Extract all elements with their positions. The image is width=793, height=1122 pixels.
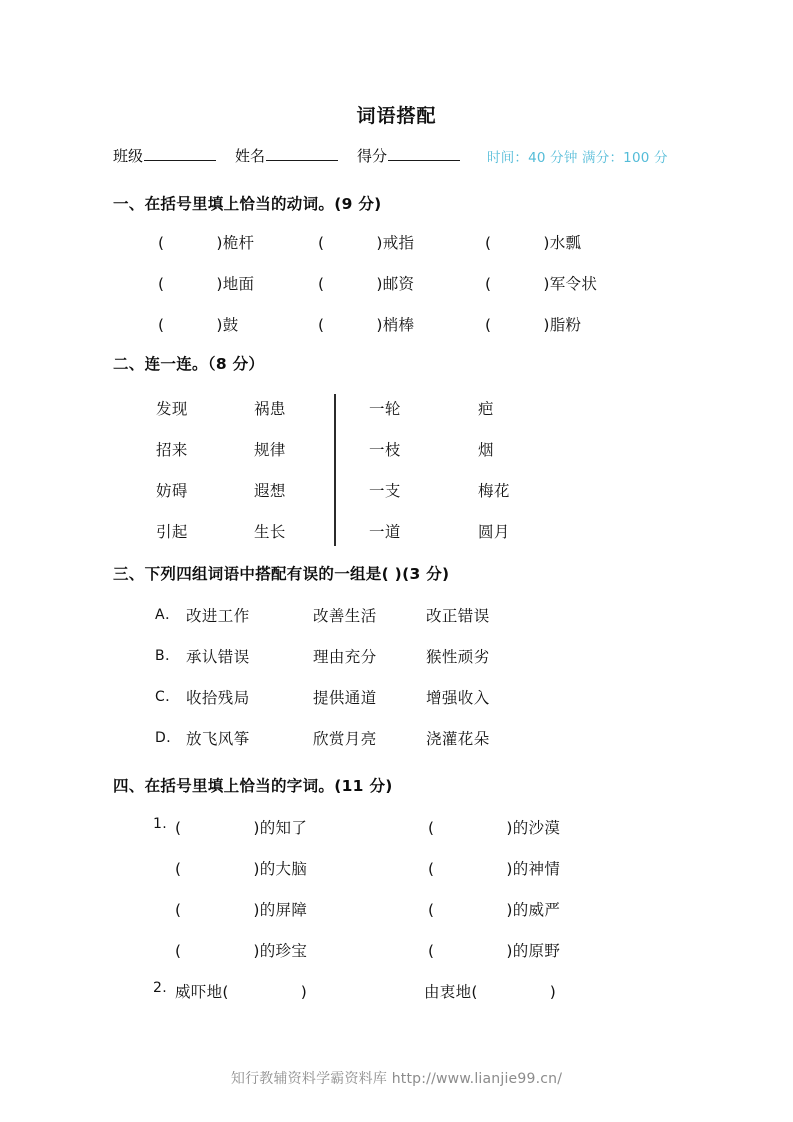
s4-r0-c0-bracket: (: [175, 819, 182, 837]
s4-r3-c0[interactable]: [175, 939, 307, 961]
s4-item2-c1[interactable]: [424, 980, 556, 1002]
s1-r2-c0-bracket-close: ): [216, 316, 223, 334]
s3-option-a-letter[interactable]: A．: [155, 607, 180, 623]
s1-r1-c0[interactable]: [158, 272, 254, 294]
s1-r2-c2-word: 脂粉: [549, 316, 582, 334]
s2-left-b-3[interactable]: 生长: [254, 523, 286, 541]
exam-meta-info: 时间：40 分钟 满分：100 分: [487, 150, 668, 166]
s4-r2-c0-bracket-close: ): [253, 901, 260, 919]
s3-b-letter-text: B: [155, 648, 166, 664]
s3-option-d-letter[interactable]: D．: [155, 730, 181, 746]
score-field: [357, 145, 462, 166]
s4-r1-c1-bracket: (: [428, 860, 435, 878]
s4-r0-c1-word: 的沙漠: [512, 819, 561, 837]
matching-divider: [334, 394, 336, 546]
score-blank-line[interactable]: [388, 145, 460, 161]
s3-option-c-letter[interactable]: C．: [155, 689, 180, 705]
s1-r1-c1-bracket-close: ): [376, 275, 383, 293]
s4-item1-number: 1.: [153, 816, 168, 832]
s4-r3-c0-bracket: (: [175, 942, 182, 960]
s2-left-b-1[interactable]: 规律: [254, 441, 286, 459]
name-field: [235, 145, 340, 166]
score-label: 得分: [357, 147, 388, 165]
page-title: 词语搭配: [356, 105, 437, 127]
section-4-heading: 四、在括号里填上恰当的字词。(11 分): [113, 777, 393, 795]
s4-r3-c0-bracket-close: ): [253, 942, 260, 960]
s4-item2-c0[interactable]: [175, 980, 307, 1002]
s2-right-b-1[interactable]: 烟: [478, 441, 494, 459]
s4-item2-c1-bracket: (: [471, 983, 478, 1001]
s4-r1-c1-bracket-close: ): [506, 860, 513, 878]
s1-r2-c1-word: 梢棒: [382, 316, 415, 334]
name-blank-line[interactable]: [266, 145, 338, 161]
s1-r0-c1-bracket-close: ): [376, 234, 383, 252]
s1-r1-c2-word: 军令状: [549, 275, 598, 293]
s2-right-a-2[interactable]: 一支: [369, 482, 401, 500]
student-info-row: [113, 145, 713, 169]
s1-r0-c1-bracket: (: [318, 234, 325, 252]
s1-r1-c1-bracket: (: [318, 275, 325, 293]
s4-r1-c0-word: 的大脑: [259, 860, 308, 878]
s1-r0-c2[interactable]: [485, 231, 581, 253]
class-blank-line[interactable]: [144, 145, 216, 161]
s3-c-letter-text: C: [155, 689, 166, 705]
s4-r3-c1-bracket: (: [428, 942, 435, 960]
s4-r1-c1[interactable]: [428, 857, 560, 879]
s4-r3-c0-word: 的珍宝: [259, 942, 308, 960]
s4-item2-c1-bracket-close: ): [549, 983, 557, 1001]
s2-right-b-0[interactable]: 疤: [478, 400, 494, 418]
s3-a-letter-text: A: [155, 607, 166, 623]
s1-r2-c2-bracket: (: [485, 316, 492, 334]
s1-r0-c0[interactable]: [158, 231, 254, 253]
s3-option-a-item-2[interactable]: 改正错误: [426, 607, 490, 625]
s1-r2-c0-word: 鼓: [222, 316, 239, 334]
s3-option-b-letter[interactable]: B．: [155, 648, 180, 664]
s3-option-a-item-0[interactable]: 改进工作: [186, 607, 250, 625]
s4-r2-c1[interactable]: [428, 898, 560, 920]
s2-right-a-3[interactable]: 一道: [369, 523, 401, 541]
s1-r0-c2-bracket-close: ): [543, 234, 550, 252]
section-2-heading: 二、连一连。（8 分）: [113, 355, 265, 373]
s1-r0-c0-word: 桅杆: [222, 234, 255, 252]
s1-r0-c2-word: 水瓢: [549, 234, 582, 252]
s4-r2-c0-bracket: (: [175, 901, 182, 919]
s4-r2-c0-word: 的屏障: [259, 901, 308, 919]
section-3-heading: 三、下列四组词语中搭配有误的一组是( )(3 分): [113, 565, 450, 583]
s2-left-b-2[interactable]: 遐想: [254, 482, 286, 500]
s1-r2-c1-bracket: (: [318, 316, 325, 334]
s1-r0-c1-word: 戒指: [382, 234, 415, 252]
s3-d-letter-text: D: [155, 730, 167, 746]
s1-r1-c2-bracket-close: ): [543, 275, 550, 293]
section-1-heading: 一、在括号里填上恰当的动词。(9 分): [113, 195, 382, 213]
s1-r2-c2-bracket-close: ): [543, 316, 550, 334]
s3-option-c-item-0[interactable]: 收拾残局: [186, 689, 250, 707]
s3-option-b-item-2[interactable]: 猴性顽劣: [426, 648, 490, 666]
s4-r0-c1-bracket-close: ): [506, 819, 513, 837]
s4-r0-c0[interactable]: [175, 816, 307, 838]
s1-r0-c0-bracket: (: [158, 234, 165, 252]
s1-r2-c1[interactable]: [318, 313, 414, 335]
s1-r1-c0-bracket: (: [158, 275, 165, 293]
s4-r2-c1-word: 的威严: [512, 901, 561, 919]
s4-r1-c1-word: 的神情: [512, 860, 561, 878]
s4-r2-c1-bracket-close: ): [506, 901, 513, 919]
s4-item2-c0-bracket-close: ): [300, 983, 308, 1001]
s4-item2-c0-bracket: (: [222, 983, 229, 1001]
s3-option-d-item-0[interactable]: 放飞风筝: [186, 730, 250, 748]
s4-item2-number: 2.: [153, 980, 168, 996]
s2-left-a-1[interactable]: 招来: [156, 441, 188, 459]
s1-r2-c1-bracket-close: ): [376, 316, 383, 334]
s3-option-b-item-0[interactable]: 承认错误: [186, 648, 250, 666]
s1-r1-c1[interactable]: [318, 272, 414, 294]
s1-r2-c0[interactable]: [158, 313, 239, 335]
s4-r0-c0-word: 的知了: [259, 819, 308, 837]
s2-right-b-2[interactable]: 梅花: [478, 482, 510, 500]
s2-left-a-3[interactable]: 引起: [156, 523, 188, 541]
class-label: 班级: [113, 147, 144, 165]
s1-r1-c1-word: 邮资: [382, 275, 415, 293]
footer-watermark: 知行教辅资料学霸资料库 http://www.lianjie99.cn/: [230, 1071, 563, 1087]
s2-left-b-0[interactable]: 祸患: [254, 400, 286, 418]
s4-r0-c0-bracket-close: ): [253, 819, 260, 837]
s2-right-a-1[interactable]: 一枝: [369, 441, 401, 459]
s1-r0-c2-bracket: (: [485, 234, 492, 252]
name-label: 姓名: [235, 147, 266, 165]
s1-r0-c1[interactable]: [318, 231, 414, 253]
s3-option-c-item-1[interactable]: 提供通道: [313, 689, 377, 707]
s4-r2-c1-bracket: (: [428, 901, 435, 919]
s4-r3-c1[interactable]: [428, 939, 560, 961]
s1-r1-c2-bracket: (: [485, 275, 492, 293]
s1-r2-c0-bracket: (: [158, 316, 165, 334]
s2-right-a-0[interactable]: 一轮: [369, 400, 401, 418]
s4-r0-c1[interactable]: [428, 816, 560, 838]
s1-r0-c0-bracket-close: ): [216, 234, 223, 252]
s3-option-d-item-1[interactable]: 欣赏月亮: [313, 730, 377, 748]
s4-r1-c0[interactable]: [175, 857, 307, 879]
s4-r2-c0[interactable]: [175, 898, 307, 920]
s2-right-b-3[interactable]: 圆月: [478, 523, 510, 541]
s4-r3-c1-word: 的原野: [512, 942, 561, 960]
s4-r3-c1-bracket-close: ): [506, 942, 513, 960]
s4-r1-c0-bracket-close: ): [253, 860, 260, 878]
class-field: [113, 145, 218, 166]
s1-r1-c0-word: 地面: [222, 275, 255, 293]
s3-option-a-item-1[interactable]: 改善生活: [313, 607, 377, 625]
s4-r1-c0-bracket: (: [175, 860, 182, 878]
s2-left-a-2[interactable]: 妨碍: [156, 482, 188, 500]
s4-item2-c0-word: 威吓地: [175, 983, 223, 1001]
s4-item2-c1-word: 由衷地: [424, 983, 472, 1001]
s2-left-a-0[interactable]: 发现: [156, 400, 188, 418]
s1-r2-c2[interactable]: [485, 313, 581, 335]
s3-option-b-item-1[interactable]: 理由充分: [313, 648, 377, 666]
s3-option-d-item-2[interactable]: 浇灌花朵: [426, 730, 490, 748]
s1-r1-c0-bracket-close: ): [216, 275, 223, 293]
s3-option-c-item-2[interactable]: 增强收入: [426, 689, 490, 707]
s4-r0-c1-bracket: (: [428, 819, 435, 837]
s1-r1-c2[interactable]: [485, 272, 597, 294]
